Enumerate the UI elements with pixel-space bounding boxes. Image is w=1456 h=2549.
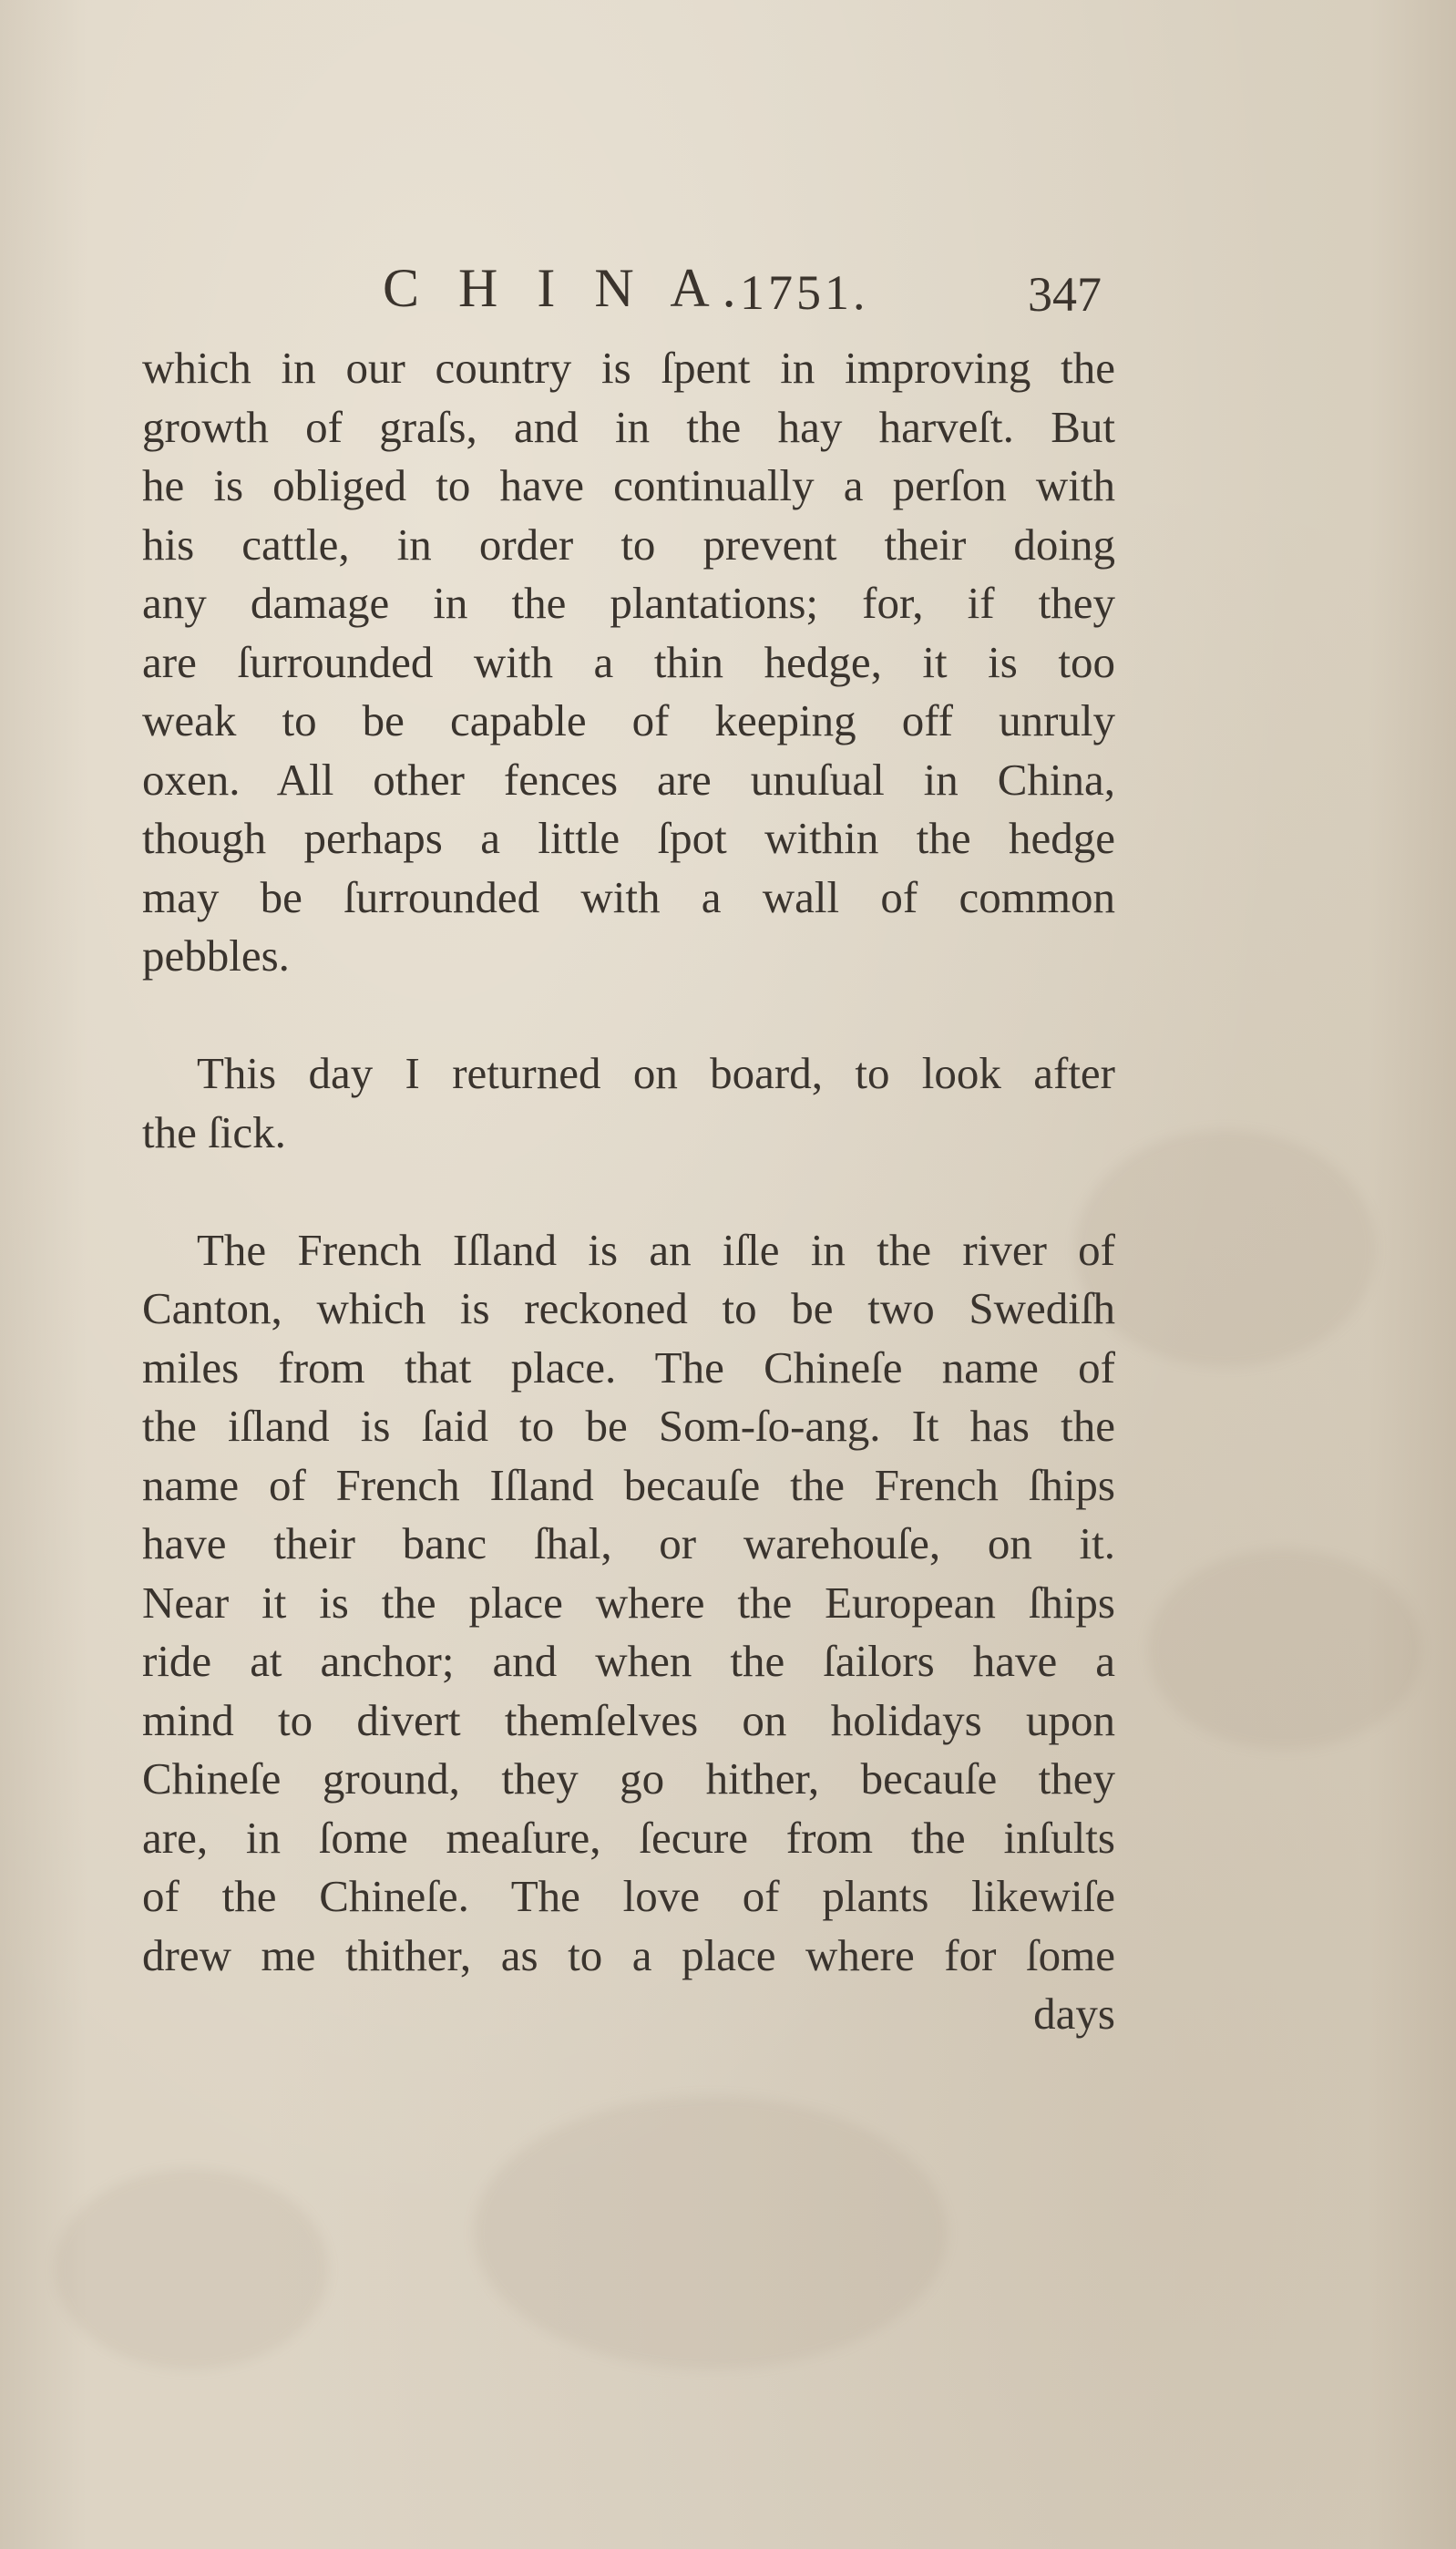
text-line: any damage in the plantations; for, if they	[142, 578, 1115, 628]
paragraph-2	[142, 1044, 1115, 1162]
text-line: the iſland is ſaid to be Som-ſo-ang. It has the	[142, 1401, 1115, 1451]
water-stain	[55, 2169, 328, 2369]
text-line: mind to divert themſelves on holidays upon	[142, 1694, 1115, 1745]
water-stain	[474, 2096, 948, 2369]
paragraph-gap	[142, 986, 1115, 1045]
text-line: may be ſurrounded with a wall of common	[142, 871, 1115, 922]
running-year: 1751.	[740, 265, 869, 320]
text-line: weak to be capable of keeping off unruly	[142, 695, 1115, 745]
water-stain	[1075, 1130, 1376, 1367]
paragraph-3	[142, 1221, 1115, 1986]
text-line: of the Chineſe. The love of plants likewiſe	[142, 1871, 1115, 1921]
text-line: which in our country is ſpent in improving the	[142, 343, 1115, 393]
text-line: he is obliged to have continually a perſon with	[142, 460, 1115, 510]
text-line: the ſick.	[142, 1106, 286, 1157]
running-header	[0, 257, 1456, 330]
text-line: The French Iſland is an iſle in the river of	[197, 1224, 1115, 1275]
text-line: Near it is the place where the European ſhips	[142, 1577, 1115, 1628]
text-line: This day I returned on board, to look after	[197, 1048, 1115, 1098]
body-text	[142, 339, 1115, 2044]
paragraph-gap	[142, 1162, 1115, 1221]
page-number: 347	[1028, 267, 1102, 322]
text-line: pebbles.	[142, 930, 290, 981]
text-line: Canton, which is reckoned to be two Swediſh	[142, 1283, 1115, 1333]
text-line: growth of graſs, and in the hay harveſt. But	[142, 401, 1115, 452]
water-stain	[1148, 1549, 1421, 1750]
text-line: oxen. All other fences are unuſual in China,	[142, 754, 1115, 805]
text-line: ride at anchor; and when the ſailors have a	[142, 1636, 1115, 1686]
text-line: drew me thither, as to a place where for ſome	[142, 1929, 1115, 1980]
running-title: C H I N A.	[383, 258, 749, 318]
catchword: days	[1033, 1989, 1115, 2039]
text-line: name of French Iſland becauſe the French ſhips	[142, 1459, 1115, 1510]
text-line: his cattle, in order to prevent their doing	[142, 519, 1115, 570]
paragraph-1	[142, 339, 1115, 986]
text-line: are, in ſome meaſure, ſecure from the inſults	[142, 1812, 1115, 1863]
text-line: miles from that place. The Chineſe name of	[142, 1341, 1115, 1393]
text-line: are ſurrounded with a thin hedge, it is too	[142, 636, 1115, 687]
text-line: have their banc ſhal, or warehouſe, on it.	[142, 1518, 1115, 1568]
text-line: though perhaps a little ſpot within the hedge	[142, 813, 1115, 863]
text-line: Chineſe ground, they go hither, becauſe they	[142, 1753, 1115, 1804]
